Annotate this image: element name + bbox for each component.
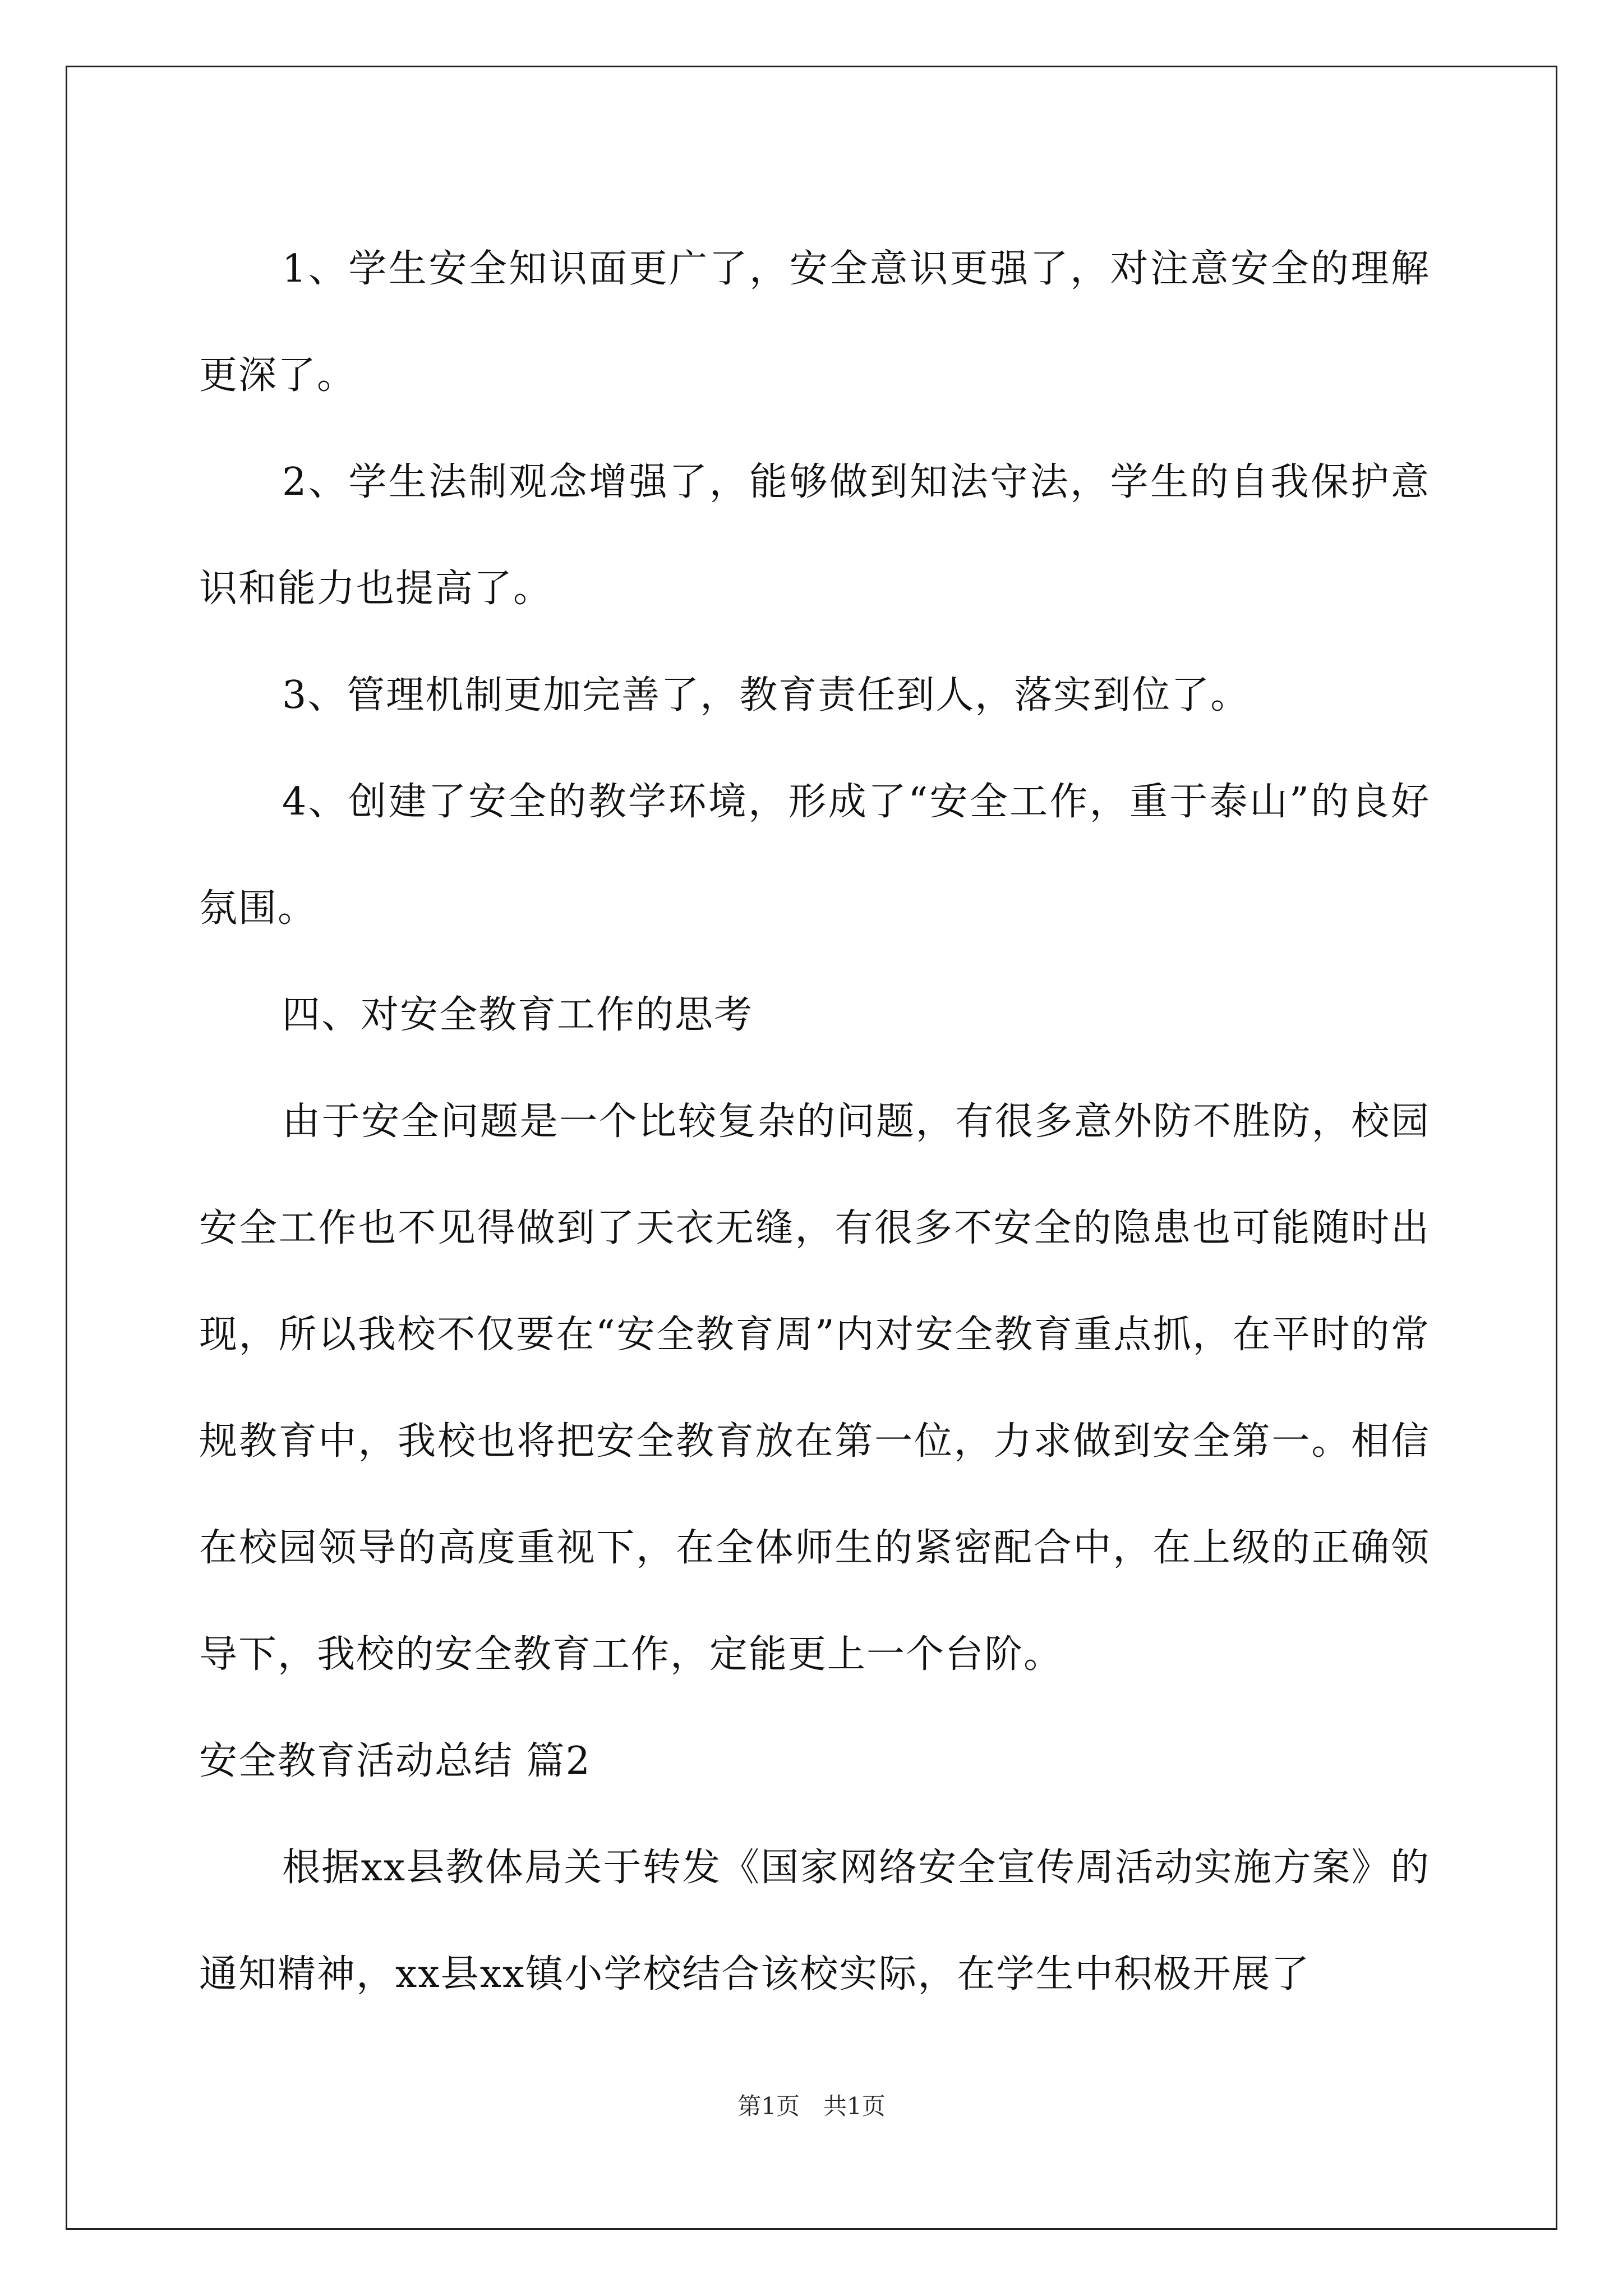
paragraph: 2、学生法制观念增强了，能够做到知法守法，学生的自我保护意识和能力也提高了。 [199, 460, 1430, 611]
paragraph: 根据xx县教体局关于转发《国家网络安全宣传周活动实施方案》的通知精神，xx县xx镇小学校结合该校实际，在学生中积极开展了 [199, 1846, 1430, 1996]
page-footer: 第1页 共1页 [737, 2092, 886, 2120]
section-title: 安全教育活动总结 篇2 [199, 1739, 591, 1783]
paragraph: 4、创建了安全的教学环境，形成了“安全工作，重于泰山”的良好氛围。 [199, 780, 1430, 931]
paragraph: 1、学生安全知识面更广了，安全意识更强了，对注意安全的理解更深了。 [199, 247, 1430, 398]
document-body [199, 216, 1430, 2028]
paragraph: 3、管理机制更加完善了，教育责任到人，落实到位了。 [282, 673, 1250, 717]
paragraph: 由于安全问题是一个比较复杂的问题，有很多意外防不胜防，校园安全工作也不见得做到了天衣无缝，有很多不安全的隐患也可能随时出现，所以我校不仅要在“安全教育周”内对安全教育重点抓，在平时的常规教育中，我校也将把安全教育放在第一位，力求做到安全第一。相信在校园领导的高度重视下，在全体师生的紧密配合中，在上级的正确领导下，我校的安全教育工作，定能更上一个台阶。 [199, 1099, 1430, 1677]
section-heading: 四、对安全教育工作的思考 [282, 993, 754, 1037]
